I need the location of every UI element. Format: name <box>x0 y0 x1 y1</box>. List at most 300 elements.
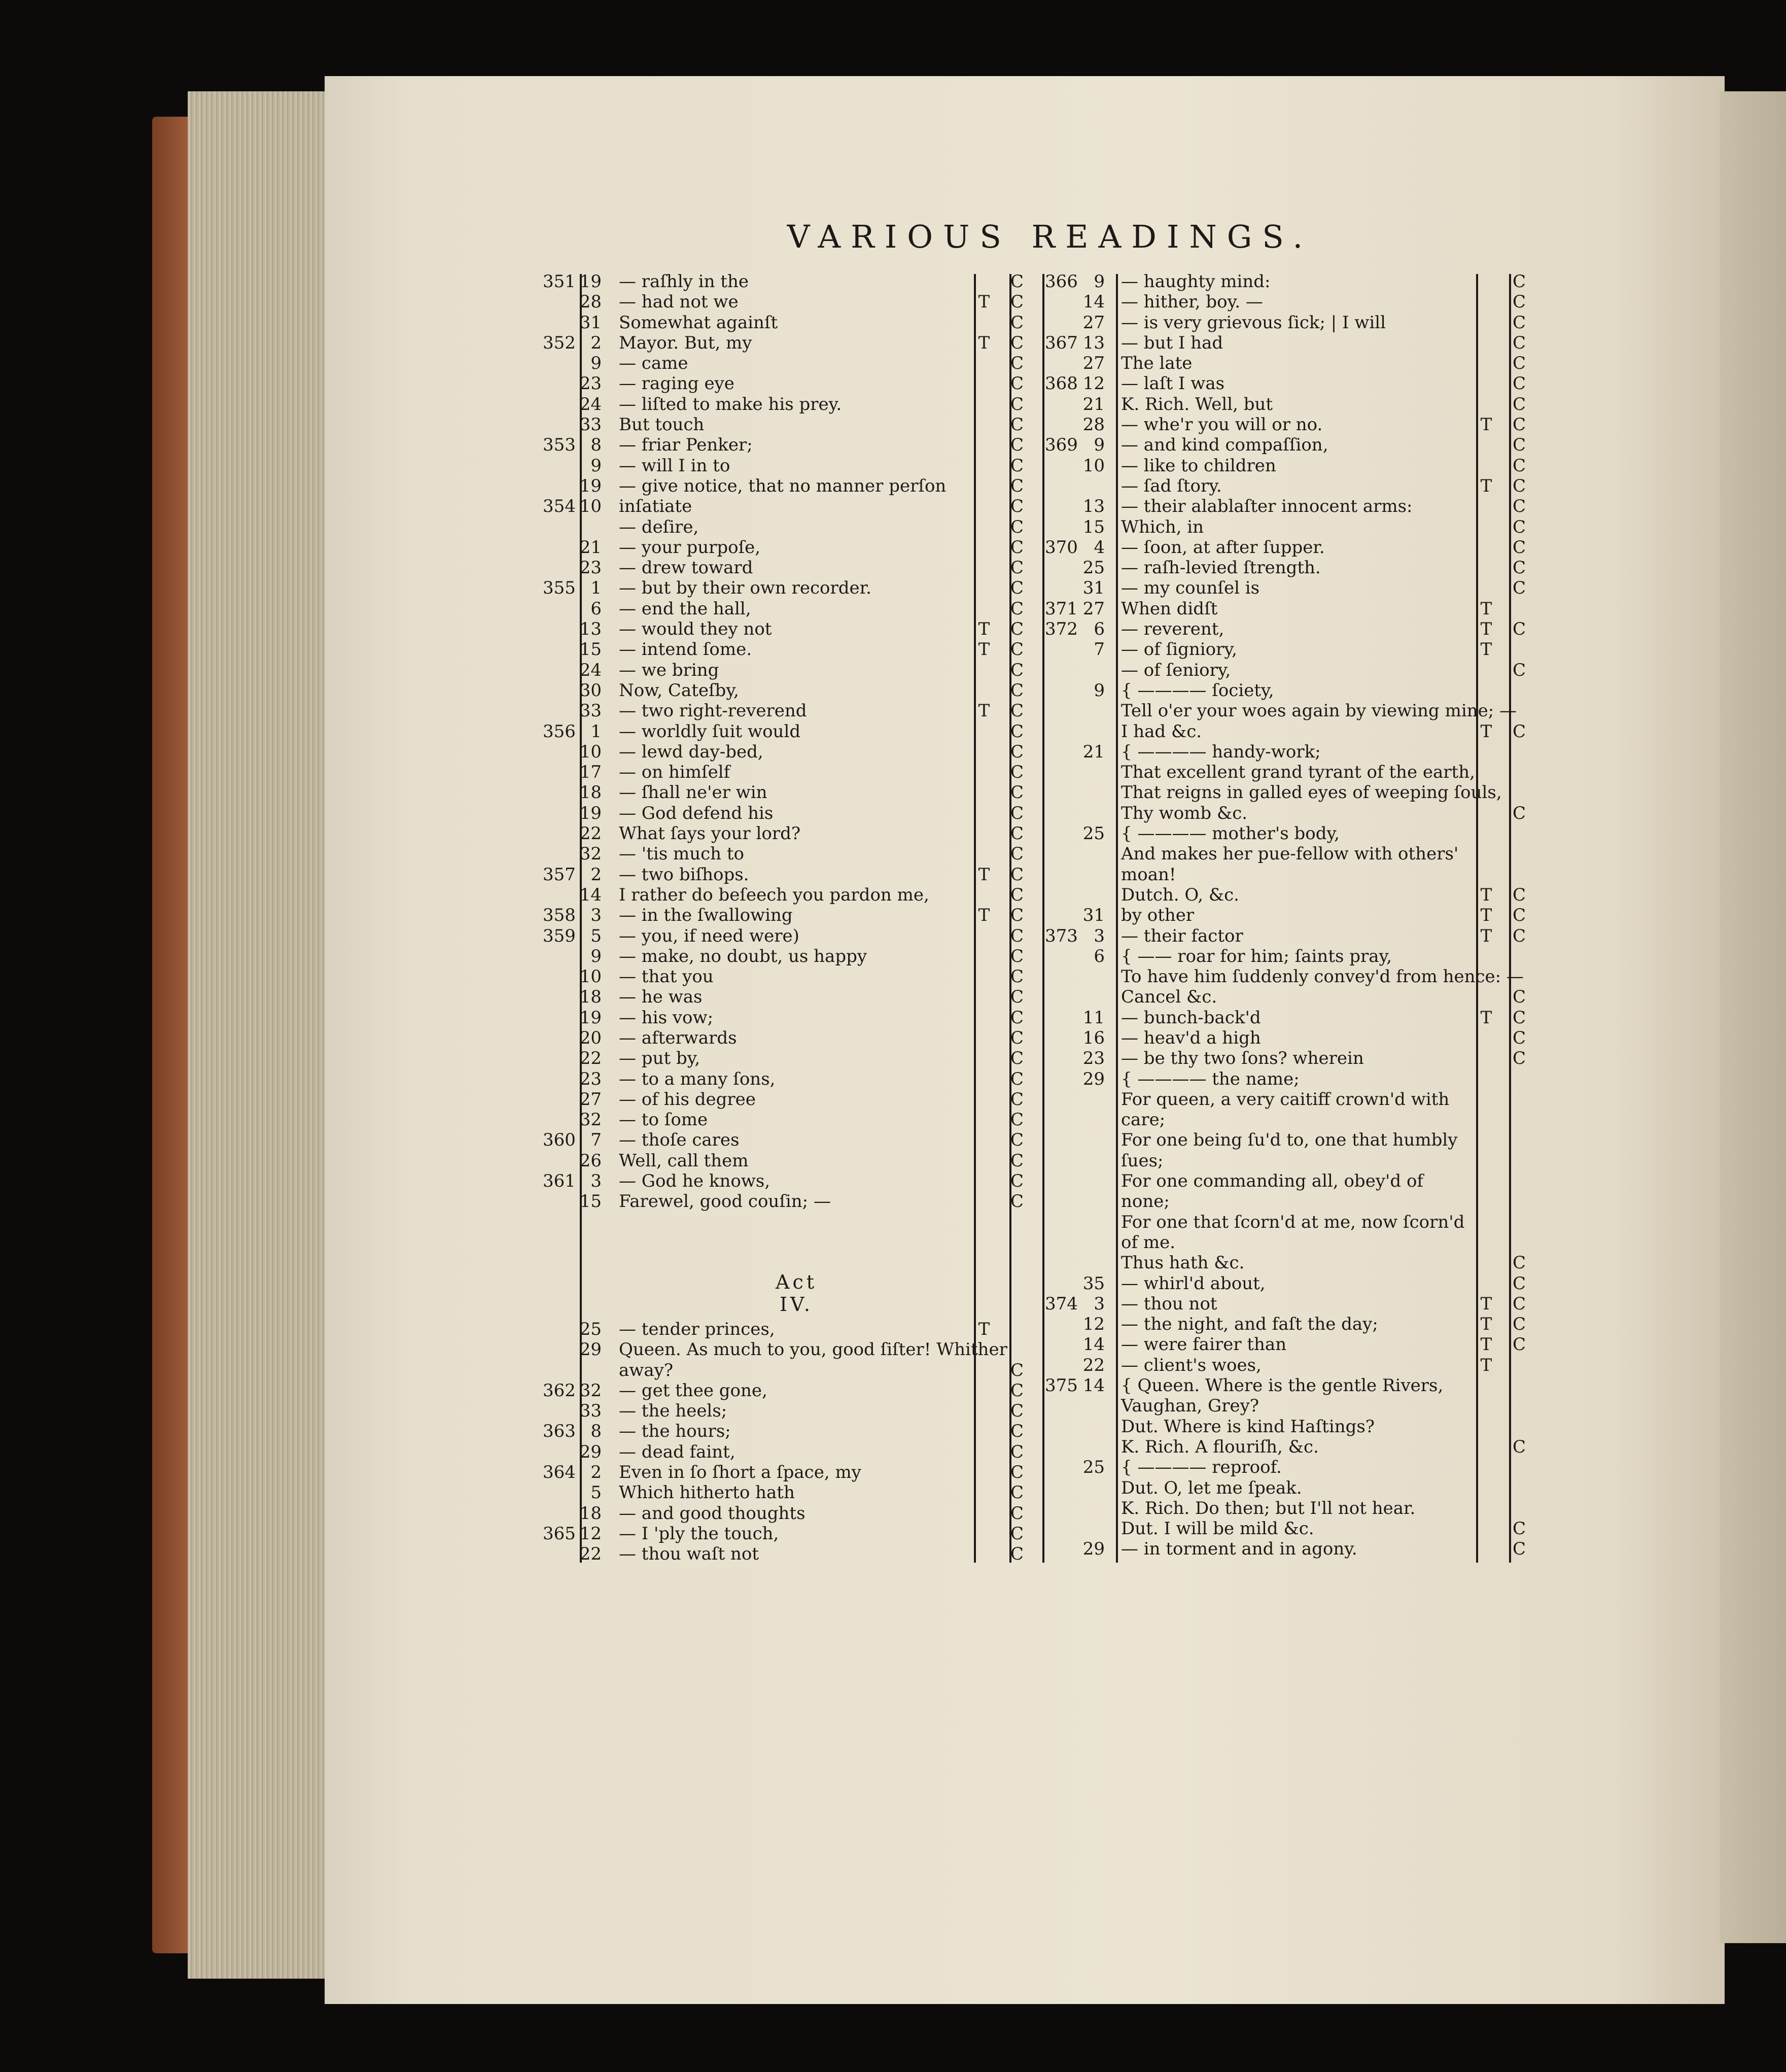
line-number: 33 <box>579 701 602 721</box>
flag-c: C <box>1010 844 1024 865</box>
line-number: 14 <box>1082 292 1105 313</box>
flag-c: C <box>1512 1253 1526 1273</box>
flag-t: T <box>1480 884 1492 905</box>
reading-row <box>1045 1457 1532 1477</box>
reading-row <box>1045 1151 1532 1171</box>
line-number: 23 <box>1082 1048 1105 1069</box>
flag-c: C <box>1010 435 1024 456</box>
reading-row <box>1045 721 1532 742</box>
reading-text: — ſad ſtory. <box>1121 475 1222 496</box>
line-number: 14 <box>1082 1375 1105 1396</box>
reading-text: — raſh-levied ſtrength. <box>1121 558 1321 578</box>
flag-c: C <box>1010 353 1024 374</box>
reading-row <box>1045 1232 1532 1253</box>
reading-row <box>543 803 1030 823</box>
flag-c: C <box>1010 1068 1024 1089</box>
page-number: 354 <box>543 496 576 517</box>
reading-text: That excellent grand tyrant of the earth, <box>1121 762 1475 783</box>
reading-row <box>543 292 1030 312</box>
left-column <box>543 271 1030 1212</box>
flag-c: C <box>1010 1027 1024 1048</box>
reading-row <box>1045 987 1532 1007</box>
reading-text: — to a many ſons, <box>619 1068 776 1089</box>
reading-row <box>1045 1028 1532 1048</box>
page-number: 371 <box>1045 598 1078 619</box>
reading-text: { ———— the name; <box>1121 1068 1300 1089</box>
reading-row <box>1045 946 1532 966</box>
reading-row <box>543 476 1030 496</box>
flag-c: C <box>1512 884 1526 905</box>
page-number: 360 <box>543 1130 576 1151</box>
reading-row <box>1045 844 1532 864</box>
line-number: 31 <box>1082 578 1105 599</box>
reading-text: — friar Penker; <box>619 435 753 456</box>
reading-text: — their alablaſter innocent arms: <box>1121 496 1413 517</box>
reading-row <box>543 517 1030 537</box>
flag-c: C <box>1512 435 1526 456</box>
page-number: 356 <box>543 721 576 742</box>
flag-c: C <box>1010 701 1024 721</box>
reading-text: — ſoon, at after ſupper. <box>1121 537 1325 558</box>
reading-row <box>1045 619 1532 639</box>
flag-t: T <box>1480 925 1492 946</box>
line-number: 3 <box>590 1171 602 1192</box>
line-number: 5 <box>590 925 602 946</box>
flag-t: T <box>1480 639 1492 660</box>
reading-row <box>1045 680 1532 701</box>
line-number: 2 <box>590 1462 602 1483</box>
reading-row <box>543 271 1030 292</box>
line-number: 10 <box>579 966 602 987</box>
reading-row <box>1045 1008 1532 1028</box>
reading-text: — thoſe cares <box>619 1130 740 1151</box>
flag-c: C <box>1010 1191 1024 1212</box>
page-number: 352 <box>543 332 576 353</box>
line-number: 11 <box>1082 1007 1105 1028</box>
line-number: 24 <box>579 394 602 415</box>
reading-row <box>543 1151 1030 1171</box>
flag-c: C <box>1010 619 1024 640</box>
page-number: 369 <box>1045 435 1078 456</box>
line-number: 13 <box>1082 332 1105 353</box>
reading-text: — is very grievous ſick; | I will <box>1121 312 1386 333</box>
flag-c: C <box>1010 1130 1024 1151</box>
flag-c: C <box>1010 455 1024 476</box>
reading-row <box>1045 1314 1532 1334</box>
line-number: 15 <box>1082 516 1105 537</box>
flag-t: T <box>1480 475 1492 496</box>
reading-text: Even in ſo ſhort a ſpace, my <box>619 1462 861 1483</box>
flag-t: T <box>1480 1314 1492 1335</box>
line-number: 27 <box>1082 312 1105 333</box>
flag-c: C <box>1010 598 1024 619</box>
reading-text: That reigns in galled eyes of weeping ſouls, <box>1121 782 1502 803</box>
reading-text: none; <box>1121 1191 1170 1212</box>
line-number: 28 <box>1082 415 1105 435</box>
reading-text: Dutch. O, &c. <box>1121 884 1239 905</box>
line-number: 21 <box>579 537 602 558</box>
reading-row <box>1045 1253 1532 1273</box>
line-number: 31 <box>1082 905 1105 926</box>
reading-text: — the night, and faſt the day; <box>1121 1314 1378 1335</box>
flag-t: T <box>978 701 990 721</box>
reading-text: { ———— reproof. <box>1121 1457 1282 1478</box>
reading-text: For one commanding all, obey'd of <box>1121 1171 1423 1192</box>
line-number: 2 <box>590 332 602 353</box>
line-number: 19 <box>579 271 602 292</box>
reading-text: — dead faint, <box>619 1441 736 1462</box>
reading-text: — the hours; <box>619 1421 731 1442</box>
reading-text: Which hitherto hath <box>619 1482 795 1503</box>
reading-row <box>543 558 1030 578</box>
flag-c: C <box>1010 639 1024 660</box>
page-number: 366 <box>1045 271 1078 292</box>
reading-row <box>543 680 1030 701</box>
flag-c: C <box>1010 1503 1024 1524</box>
flag-t: T <box>978 905 990 926</box>
page-number: 362 <box>543 1380 576 1401</box>
reading-text: — two biſhops. <box>619 864 749 885</box>
flag-t: T <box>1480 1355 1492 1375</box>
page-number: 375 <box>1045 1375 1078 1396</box>
flag-c: C <box>1010 394 1024 415</box>
page-number: 374 <box>1045 1293 1078 1314</box>
line-number: 32 <box>579 1110 602 1130</box>
line-number: 22 <box>1082 1355 1105 1375</box>
reading-text: — reverent, <box>1121 619 1224 640</box>
reading-text: — 'tis much to <box>619 844 744 865</box>
reading-row <box>1045 476 1532 496</box>
reading-text: — his vow; <box>619 1007 714 1028</box>
reading-row <box>543 1524 1030 1544</box>
reading-row <box>543 1544 1030 1564</box>
reading-row <box>1045 271 1532 292</box>
reading-text: — raging eye <box>619 373 734 394</box>
line-number: 15 <box>579 1191 602 1212</box>
flag-c: C <box>1010 1110 1024 1130</box>
flag-c: C <box>1512 1436 1526 1457</box>
line-number: 24 <box>579 660 602 680</box>
reading-text: Now, Cateſby, <box>619 680 739 701</box>
flag-c: C <box>1512 312 1526 333</box>
reading-row <box>543 987 1030 1007</box>
reading-text: { —— roar for him; ſaints pray, <box>1121 946 1392 966</box>
line-number: 18 <box>579 782 602 803</box>
reading-text: ſues; <box>1121 1150 1164 1171</box>
reading-row <box>543 1028 1030 1048</box>
line-number: 13 <box>1082 496 1105 517</box>
line-number: 21 <box>1082 741 1105 762</box>
flag-c: C <box>1512 803 1526 823</box>
flag-c: C <box>1010 966 1024 987</box>
reading-text: { ———— ſociety, <box>1121 680 1274 701</box>
flag-c: C <box>1010 332 1024 353</box>
reading-row <box>1045 496 1532 516</box>
flag-t: T <box>1480 598 1492 619</box>
reading-text: — haughty mind: <box>1121 271 1271 292</box>
line-number: 12 <box>1082 1314 1105 1335</box>
line-number: 19 <box>579 475 602 496</box>
reading-row <box>1045 823 1532 844</box>
line-number: 9 <box>1094 680 1105 701</box>
flag-c: C <box>1010 1523 1024 1544</box>
reading-text: care; <box>1121 1110 1166 1130</box>
reading-text: The late <box>1121 353 1193 374</box>
line-number: 23 <box>579 558 602 578</box>
reading-text: — he was <box>619 987 703 1008</box>
flag-c: C <box>1010 905 1024 926</box>
flag-c: C <box>1010 660 1024 680</box>
reading-text: Vaughan, Grey? <box>1121 1396 1259 1417</box>
reading-row <box>543 353 1030 373</box>
reading-row <box>543 782 1030 803</box>
line-number: 5 <box>590 1482 602 1503</box>
flag-c: C <box>1010 271 1024 292</box>
flag-t: T <box>1480 619 1492 640</box>
flag-c: C <box>1512 987 1526 1008</box>
line-number: 29 <box>1082 1068 1105 1089</box>
reading-row <box>1045 742 1532 762</box>
flag-t: T <box>1480 415 1492 435</box>
reading-text: — in torment and in agony. <box>1121 1539 1357 1560</box>
line-number: 18 <box>579 987 602 1008</box>
line-number: 27 <box>1082 353 1105 374</box>
reading-row <box>1045 865 1532 885</box>
reading-row <box>1045 1518 1532 1539</box>
reading-text: inſatiate <box>619 496 692 517</box>
reading-row <box>543 1380 1030 1401</box>
line-number: 3 <box>1094 925 1105 946</box>
reading-row <box>543 1048 1030 1068</box>
reading-text: — give notice, that no manner perſon <box>619 475 947 496</box>
reading-text: — thou not <box>1121 1293 1217 1314</box>
reading-row <box>1045 1171 1532 1191</box>
flag-c: C <box>1010 1171 1024 1192</box>
reading-row <box>543 435 1030 455</box>
flag-c: C <box>1010 741 1024 762</box>
reading-text: — of his degree <box>619 1089 756 1110</box>
flag-c: C <box>1512 537 1526 558</box>
reading-row <box>1045 639 1532 660</box>
line-number: 27 <box>579 1089 602 1110</box>
flag-c: C <box>1512 496 1526 517</box>
reading-row <box>1045 1539 1532 1559</box>
page-number: 361 <box>543 1171 576 1192</box>
reading-row <box>1045 456 1532 476</box>
reading-text: — and kind compaſſion, <box>1121 435 1328 456</box>
reading-text: Thus hath &c. <box>1121 1253 1245 1273</box>
reading-text: — God defend his <box>619 803 774 823</box>
flag-c: C <box>1010 1089 1024 1110</box>
flag-c: C <box>1512 271 1526 292</box>
reading-text: — ſhall ne'er win <box>619 782 767 803</box>
line-number: 17 <box>579 762 602 783</box>
flag-c: C <box>1010 1007 1024 1028</box>
reading-row <box>1045 558 1532 578</box>
line-number: 9 <box>590 455 602 476</box>
line-number: 4 <box>1094 537 1105 558</box>
reading-text: K. Rich. Do then; but I'll not hear. <box>1121 1498 1416 1518</box>
flag-c: C <box>1010 782 1024 803</box>
line-number: 22 <box>579 1048 602 1069</box>
flag-c: C <box>1010 823 1024 844</box>
reading-row <box>543 1008 1030 1028</box>
reading-text: by other <box>1121 905 1195 926</box>
reading-row <box>543 701 1030 721</box>
reading-row <box>1045 1498 1532 1518</box>
reading-text: To have him ſuddenly convey'd from hence: — <box>1121 966 1524 987</box>
reading-text: — will I in to <box>619 455 730 476</box>
reading-text: — two right-reverend <box>619 701 807 721</box>
reading-text: K. Rich. Well, but <box>1121 394 1273 415</box>
reading-text: — client's woes, <box>1121 1355 1262 1375</box>
flag-c: C <box>1010 864 1024 885</box>
flag-t: T <box>1480 1293 1492 1314</box>
line-number: 7 <box>590 1130 602 1151</box>
reading-row <box>1045 292 1532 312</box>
page-edges <box>188 91 330 1979</box>
flag-c: C <box>1512 1027 1526 1048</box>
reading-row <box>1045 1417 1532 1437</box>
reading-text: For queen, a very caitiff crown'd with <box>1121 1089 1450 1110</box>
flag-t: T <box>1480 721 1492 742</box>
reading-text: — in the ſwallowing <box>619 905 793 926</box>
reading-row <box>1045 701 1532 721</box>
line-number: 28 <box>579 292 602 313</box>
reading-text: — their factor <box>1121 925 1243 946</box>
reading-text: — worldly ſuit would <box>619 721 801 742</box>
reading-text: Dut. O, let me ſpeak. <box>1121 1477 1302 1498</box>
reading-row <box>1045 578 1532 598</box>
line-number: 22 <box>579 1544 602 1565</box>
right-column <box>1045 271 1532 1560</box>
line-number: 32 <box>579 1380 602 1401</box>
line-number: 31 <box>579 312 602 333</box>
page-number: 367 <box>1045 332 1078 353</box>
flag-c: C <box>1010 292 1024 313</box>
flag-c: C <box>1010 1360 1024 1380</box>
line-number: 29 <box>579 1441 602 1462</box>
flag-c: C <box>1010 496 1024 517</box>
reading-row <box>543 926 1030 946</box>
reading-row <box>543 619 1030 639</box>
reading-text: — came <box>619 353 688 374</box>
reading-text: I rather do beſeech you pardon me, <box>619 884 929 905</box>
reading-text: { Queen. Where is the gentle Rivers, <box>1121 1375 1444 1396</box>
reading-row <box>543 1401 1030 1421</box>
reading-row <box>1045 1048 1532 1068</box>
line-number: 29 <box>1082 1539 1105 1560</box>
reading-text: — and good thoughts <box>619 1503 806 1524</box>
reading-row <box>543 1110 1030 1130</box>
reading-text: — were fairer than <box>1121 1334 1287 1355</box>
line-number: 30 <box>579 680 602 701</box>
flag-c: C <box>1512 660 1526 680</box>
line-number: 2 <box>590 864 602 885</box>
reading-text: — God he knows, <box>619 1171 771 1192</box>
reading-row <box>1045 926 1532 946</box>
flag-c: C <box>1010 516 1024 537</box>
reading-row <box>543 639 1030 660</box>
reading-row <box>543 1319 1030 1339</box>
reading-row <box>543 885 1030 905</box>
line-number: 19 <box>579 803 602 823</box>
reading-text: — put by, <box>619 1048 701 1069</box>
reading-row <box>543 578 1030 598</box>
reading-text: — had not we <box>619 292 739 313</box>
flag-c: C <box>1010 1401 1024 1422</box>
flag-c: C <box>1010 680 1024 701</box>
reading-row <box>543 415 1030 435</box>
reading-row <box>543 762 1030 782</box>
line-number: 9 <box>1094 435 1105 456</box>
reading-row <box>1045 517 1532 537</box>
flag-c: C <box>1512 1293 1526 1314</box>
line-number: 6 <box>1094 946 1105 966</box>
reading-row <box>1045 313 1532 333</box>
reading-text: of me. <box>1121 1232 1176 1253</box>
reading-row <box>1045 1375 1532 1396</box>
page-number: 363 <box>543 1421 576 1442</box>
flag-t: T <box>978 619 990 640</box>
reading-text: — but by their own recorder. <box>619 578 871 599</box>
flag-c: C <box>1512 1334 1526 1355</box>
line-number: 9 <box>1094 271 1105 292</box>
reading-row <box>1045 966 1532 987</box>
line-number: 23 <box>579 373 602 394</box>
reading-row <box>543 1130 1030 1150</box>
reading-row <box>1045 762 1532 782</box>
reading-row <box>543 1503 1030 1524</box>
reading-row <box>543 1421 1030 1441</box>
reading-row <box>1045 353 1532 373</box>
flag-c: C <box>1512 925 1526 946</box>
reading-row <box>543 844 1030 864</box>
flag-c: C <box>1010 558 1024 578</box>
reading-row <box>1045 885 1532 905</box>
reading-row <box>1045 660 1532 680</box>
reading-text: away? <box>619 1360 674 1380</box>
reading-row <box>543 1191 1030 1212</box>
flag-c: C <box>1010 884 1024 905</box>
flag-c: C <box>1512 1048 1526 1069</box>
reading-text: Dut. I will be mild &c. <box>1121 1518 1314 1539</box>
reading-text: Which, in <box>1121 516 1204 537</box>
page-number: 365 <box>543 1523 576 1544</box>
flag-c: C <box>1010 803 1024 823</box>
reading-row <box>543 599 1030 619</box>
reading-text: But touch <box>619 415 705 435</box>
reading-text: — but I had <box>1121 332 1223 353</box>
flag-c: C <box>1512 292 1526 313</box>
page-number: 357 <box>543 864 576 885</box>
line-number: 16 <box>1082 1027 1105 1048</box>
line-number: 29 <box>579 1339 602 1360</box>
reading-text: — of ſeniory, <box>1121 660 1231 680</box>
flag-c: C <box>1010 537 1024 558</box>
flag-c: C <box>1010 721 1024 742</box>
reading-row <box>1045 1130 1532 1150</box>
flag-c: C <box>1010 1462 1024 1483</box>
line-number: 7 <box>1094 639 1105 660</box>
reading-text: And makes her pue-fellow with others' <box>1121 844 1459 865</box>
reading-row <box>543 1089 1030 1110</box>
page-number: 368 <box>1045 373 1078 394</box>
reading-text: Dut. Where is kind Haſtings? <box>1121 1416 1375 1437</box>
reading-text: — raſhly in the <box>619 271 749 292</box>
flag-t: T <box>978 292 990 313</box>
reading-text: — that you <box>619 966 714 987</box>
